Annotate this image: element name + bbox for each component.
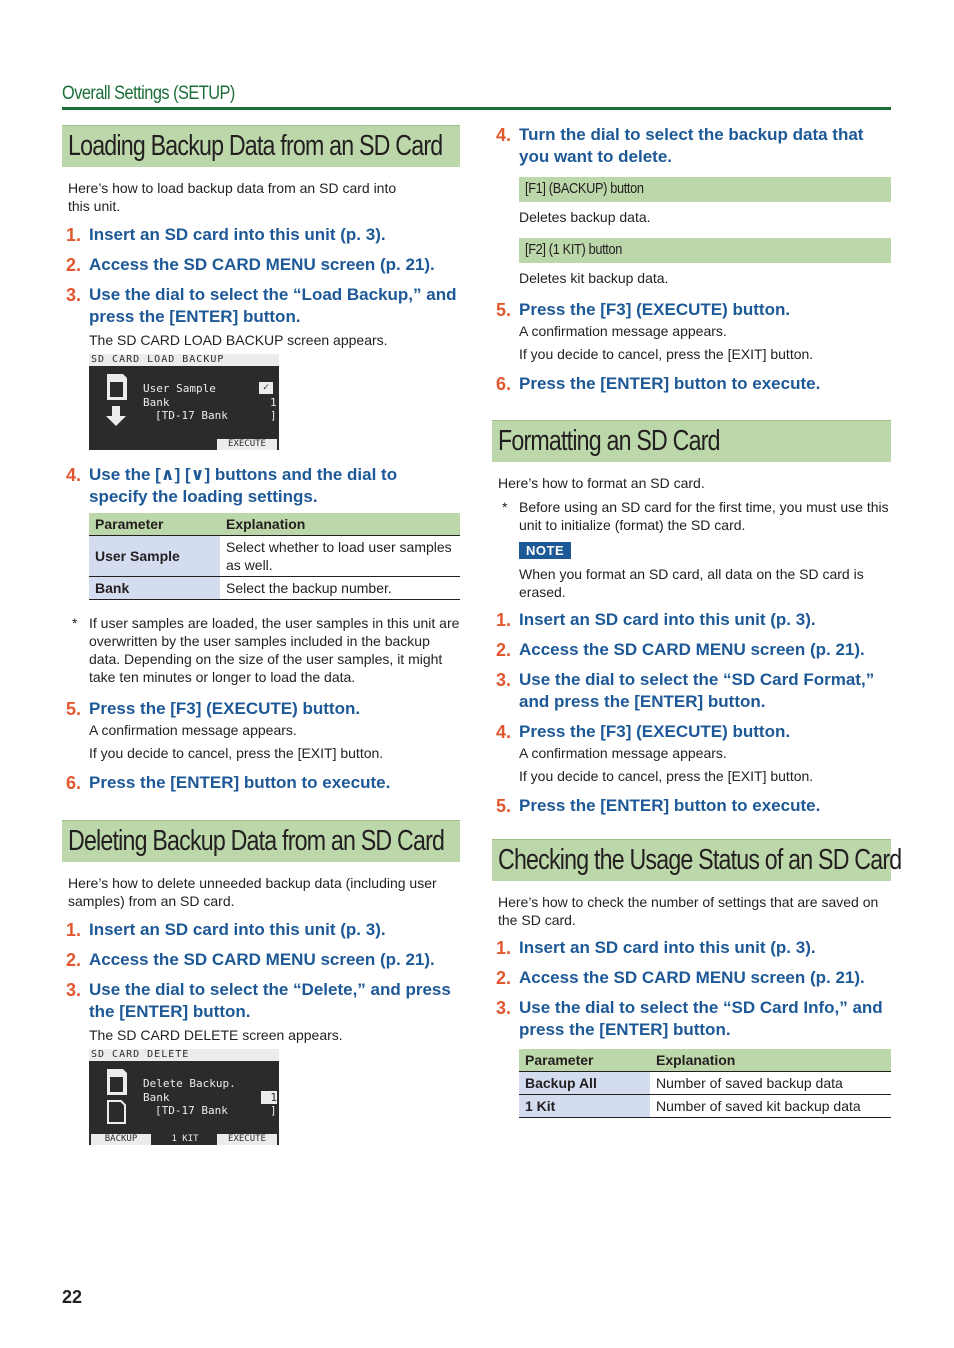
lcd-execute-label: EXECUTE [217, 439, 277, 450]
header-title: Overall Settings (SETUP) [62, 83, 235, 104]
confirm-text: A confirmation message appears. [519, 323, 727, 339]
lcd-load-backup-screen: SD CARD LOAD BACKUP User Sample Bank [TD-17 Bank ✓ 1 ] EXECUTE [89, 354, 279, 450]
table-row: Backup All Number of saved backup data [519, 1072, 891, 1095]
step: 2. Access the SD CARD MENU screen (p. 21). [496, 968, 865, 988]
lcd-backup-label: BACKUP [91, 1134, 151, 1145]
section-title-bar [492, 420, 891, 462]
lcd-execute-label: EXECUTE [217, 1134, 277, 1145]
intro-text: Here’s how to delete unneeded backup data (including user samples) from an SD card. [68, 875, 437, 909]
step: 1. Insert an SD card into this unit (p. 3). [66, 225, 386, 245]
step: 3. Use the dial to select the “SD Card Info,” and press the [ENTER] button. [496, 998, 883, 1039]
step: 3. Use the dial to select the “SD Card Format,” and press the [ENTER] button. [496, 670, 875, 711]
step: 2. Access the SD CARD MENU screen (p. 21). [496, 640, 865, 660]
sd-card-icon [101, 1067, 131, 1125]
note-badge: NOTE [519, 542, 571, 559]
section-deleting-continued [492, 124, 891, 395]
section-loading [62, 125, 460, 794]
lcd-delete-screen: SD CARD DELETE Delete Backup. Bank [TD-17 Bank 1 ] BACKUP 1 KIT EXECUTE [91, 1049, 277, 1144]
step: 5. Press the [ENTER] button to execute. [496, 796, 821, 816]
step: 3. Use the dial to select the “Delete,” and press the [ENTER] button. [66, 980, 451, 1021]
table-row: User Sample Select whether to load user samples as well. [89, 536, 460, 577]
step: 2. Access the SD CARD MENU screen (p. 21). [66, 950, 435, 970]
step: 1. Insert an SD card into this unit (p. 3). [496, 610, 816, 630]
section-title: Loading Backup Data from an SD Card [68, 130, 443, 162]
f2-button-bar: [F2] (1 KIT) button [519, 238, 891, 263]
f2-desc: Deletes kit backup data. [519, 270, 669, 286]
usage-info-table: Parameter Explanation Backup All Number of saved backup data 1 Kit Number of saved kit backup data [519, 1049, 891, 1118]
step: 6. Press the [ENTER] button to execute. [496, 374, 821, 394]
step: 6. Press the [ENTER] button to execute. [66, 773, 391, 793]
section-formatting [492, 420, 891, 817]
lcd-title: SD CARD DELETE [89, 1049, 279, 1061]
page-header [62, 80, 891, 110]
note-text: When you format an SD card, all data on the SD card is erased. [519, 566, 864, 600]
intro-text: Here’s how to check the number of settings that are saved on the SD card. [498, 894, 879, 928]
step: 2. Access the SD CARD MENU screen (p. 21). [66, 255, 435, 275]
step: 4. Press the [F3] (EXECUTE) button. [496, 722, 791, 742]
f1-desc: Deletes backup data. [519, 209, 651, 225]
section-title-bar [62, 125, 460, 167]
asterisk-note: * If user samples are loaded, the user samples in this unit are overwritten by the user samples included in the backup data. Depending on the size of the user samples, it might take ten minutes or longer to load the data. [72, 615, 460, 685]
section-deleting [62, 820, 460, 1145]
lcd-title: SD CARD LOAD BACKUP [89, 354, 279, 366]
confirm-text: A confirmation message appears. [89, 722, 297, 738]
section-title-bar [492, 839, 902, 881]
section-title: Checking the Usage Status of an SD Card [498, 844, 902, 876]
table-row: Bank Select the backup number. [89, 577, 460, 600]
lcd-1kit-label: 1 KIT [155, 1134, 215, 1145]
cancel-text: If you decide to cancel, press the [EXIT] button. [89, 745, 384, 761]
section-usage-status [492, 839, 902, 1118]
step: 1. Insert an SD card into this unit (p. 3). [496, 938, 816, 958]
sd-card-icon [101, 372, 131, 430]
step: 4. Turn the dial to select the backup data that you want to delete. [496, 125, 864, 166]
page-number: 22 [62, 1287, 83, 1307]
cancel-text: If you decide to cancel, press the [EXIT] button. [519, 768, 814, 784]
load-settings-table: Parameter Explanation User Sample Select whether to load user samples as well. Bank Select the backup number. [89, 513, 460, 600]
step: 4. Use the [∧] [∨] buttons and the dial to specify the loading settings. [66, 465, 398, 506]
f1-button-bar: [F1] (BACKUP) button [519, 177, 891, 202]
section-title: Deleting Backup Data from an SD Card [68, 825, 445, 857]
asterisk-note: * Before using an SD card for the first time, you must use this unit to initialize (format) the SD card. [502, 499, 889, 533]
screen-note: The SD CARD DELETE screen appears. [89, 1027, 343, 1043]
step: 5. Press the [F3] (EXECUTE) button. [496, 300, 791, 320]
screen-note: The SD CARD LOAD BACKUP screen appears. [89, 332, 388, 348]
intro-text: Here’s how to load backup data from an SD card into this unit. [68, 180, 397, 214]
checkbox-icon: ✓ [259, 382, 273, 394]
intro-text: Here’s how to format an SD card. [498, 475, 705, 491]
step: 1. Insert an SD card into this unit (p. 3). [66, 920, 386, 940]
section-title: Formatting an SD Card [498, 425, 720, 457]
cancel-text: If you decide to cancel, press the [EXIT] button. [519, 346, 814, 362]
confirm-text: A confirmation message appears. [519, 745, 727, 761]
table-row: 1 Kit Number of saved kit backup data [519, 1095, 891, 1118]
step: 3. Use the dial to select the “Load Backup,” and press the [ENTER] button. [66, 285, 457, 326]
section-title-bar [62, 820, 460, 862]
step: 5. Press the [F3] (EXECUTE) button. [66, 699, 361, 719]
